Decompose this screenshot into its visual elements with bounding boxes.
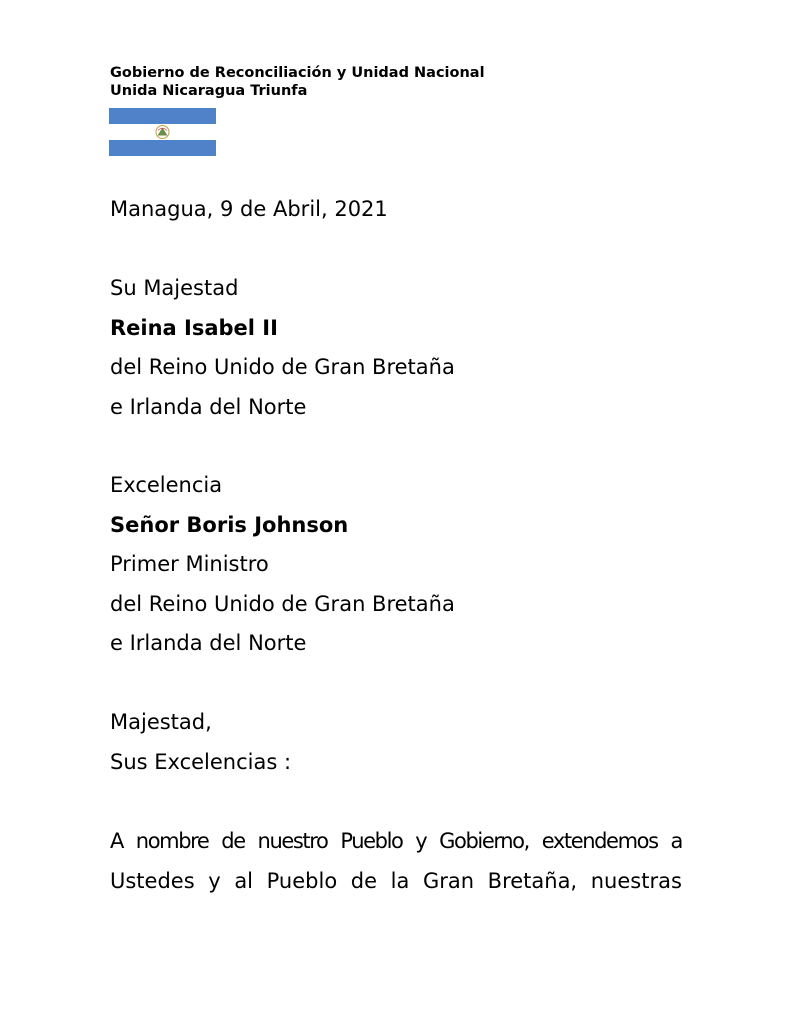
recipient-country-line2: e Irlanda del Norte bbox=[110, 631, 307, 655]
body-word: Ustedes bbox=[110, 869, 195, 893]
body-word: Bretaña, bbox=[487, 869, 578, 893]
body-word: de bbox=[350, 869, 378, 893]
date-text: Managua, 9 de Abril, 2021 bbox=[110, 197, 388, 221]
body-word: Pueblo bbox=[266, 869, 338, 893]
body-word: nuestro bbox=[257, 829, 328, 853]
body-word: Gran bbox=[422, 869, 475, 893]
recipient-name: Reina Isabel II bbox=[110, 315, 278, 340]
letterhead bbox=[110, 64, 485, 100]
body-word: y bbox=[208, 869, 221, 893]
salutation-line1: Majestad, bbox=[110, 710, 212, 734]
body-line-1 bbox=[110, 821, 682, 861]
recipient-honorific: Su Majestad bbox=[110, 276, 239, 300]
letter-date bbox=[110, 190, 388, 230]
body-word: A bbox=[110, 829, 123, 853]
recipient-country-line1: del Reino Unido de Gran Bretaña bbox=[110, 591, 455, 616]
body-word: nombre bbox=[135, 829, 209, 853]
recipient-country-line2: e Irlanda del Norte bbox=[110, 394, 307, 419]
salutation bbox=[110, 703, 291, 782]
nicaragua-flag-icon bbox=[109, 108, 216, 156]
recipient-title: Primer Ministro bbox=[110, 552, 269, 576]
body-word: Pueblo bbox=[340, 829, 403, 853]
body-word: al bbox=[234, 869, 254, 893]
recipient-prime-minister bbox=[110, 466, 455, 664]
recipient-queen bbox=[110, 269, 455, 427]
body-word: de bbox=[221, 829, 245, 853]
body-word: nuestras bbox=[590, 869, 682, 893]
body-word: y bbox=[415, 829, 427, 853]
body-word: extendemos bbox=[541, 829, 658, 853]
salutation-line2: Sus Excelencias : bbox=[110, 749, 292, 774]
letterhead-government-name: Gobierno de Reconciliación y Unidad Nacional bbox=[110, 65, 485, 81]
body-word: la bbox=[390, 869, 410, 893]
recipient-country-line1: del Reino Unido de Gran Bretaña bbox=[110, 355, 455, 379]
body-word: Gobierno, bbox=[439, 829, 529, 853]
body-line-2 bbox=[110, 861, 682, 901]
body-word: a bbox=[670, 829, 682, 853]
recipient-name: Señor Boris Johnson bbox=[110, 512, 349, 537]
letterhead-slogan: Unida Nicaragua Triunfa bbox=[110, 83, 308, 99]
body-paragraph bbox=[110, 821, 682, 901]
recipient-honorific: Excelencia bbox=[110, 473, 223, 497]
